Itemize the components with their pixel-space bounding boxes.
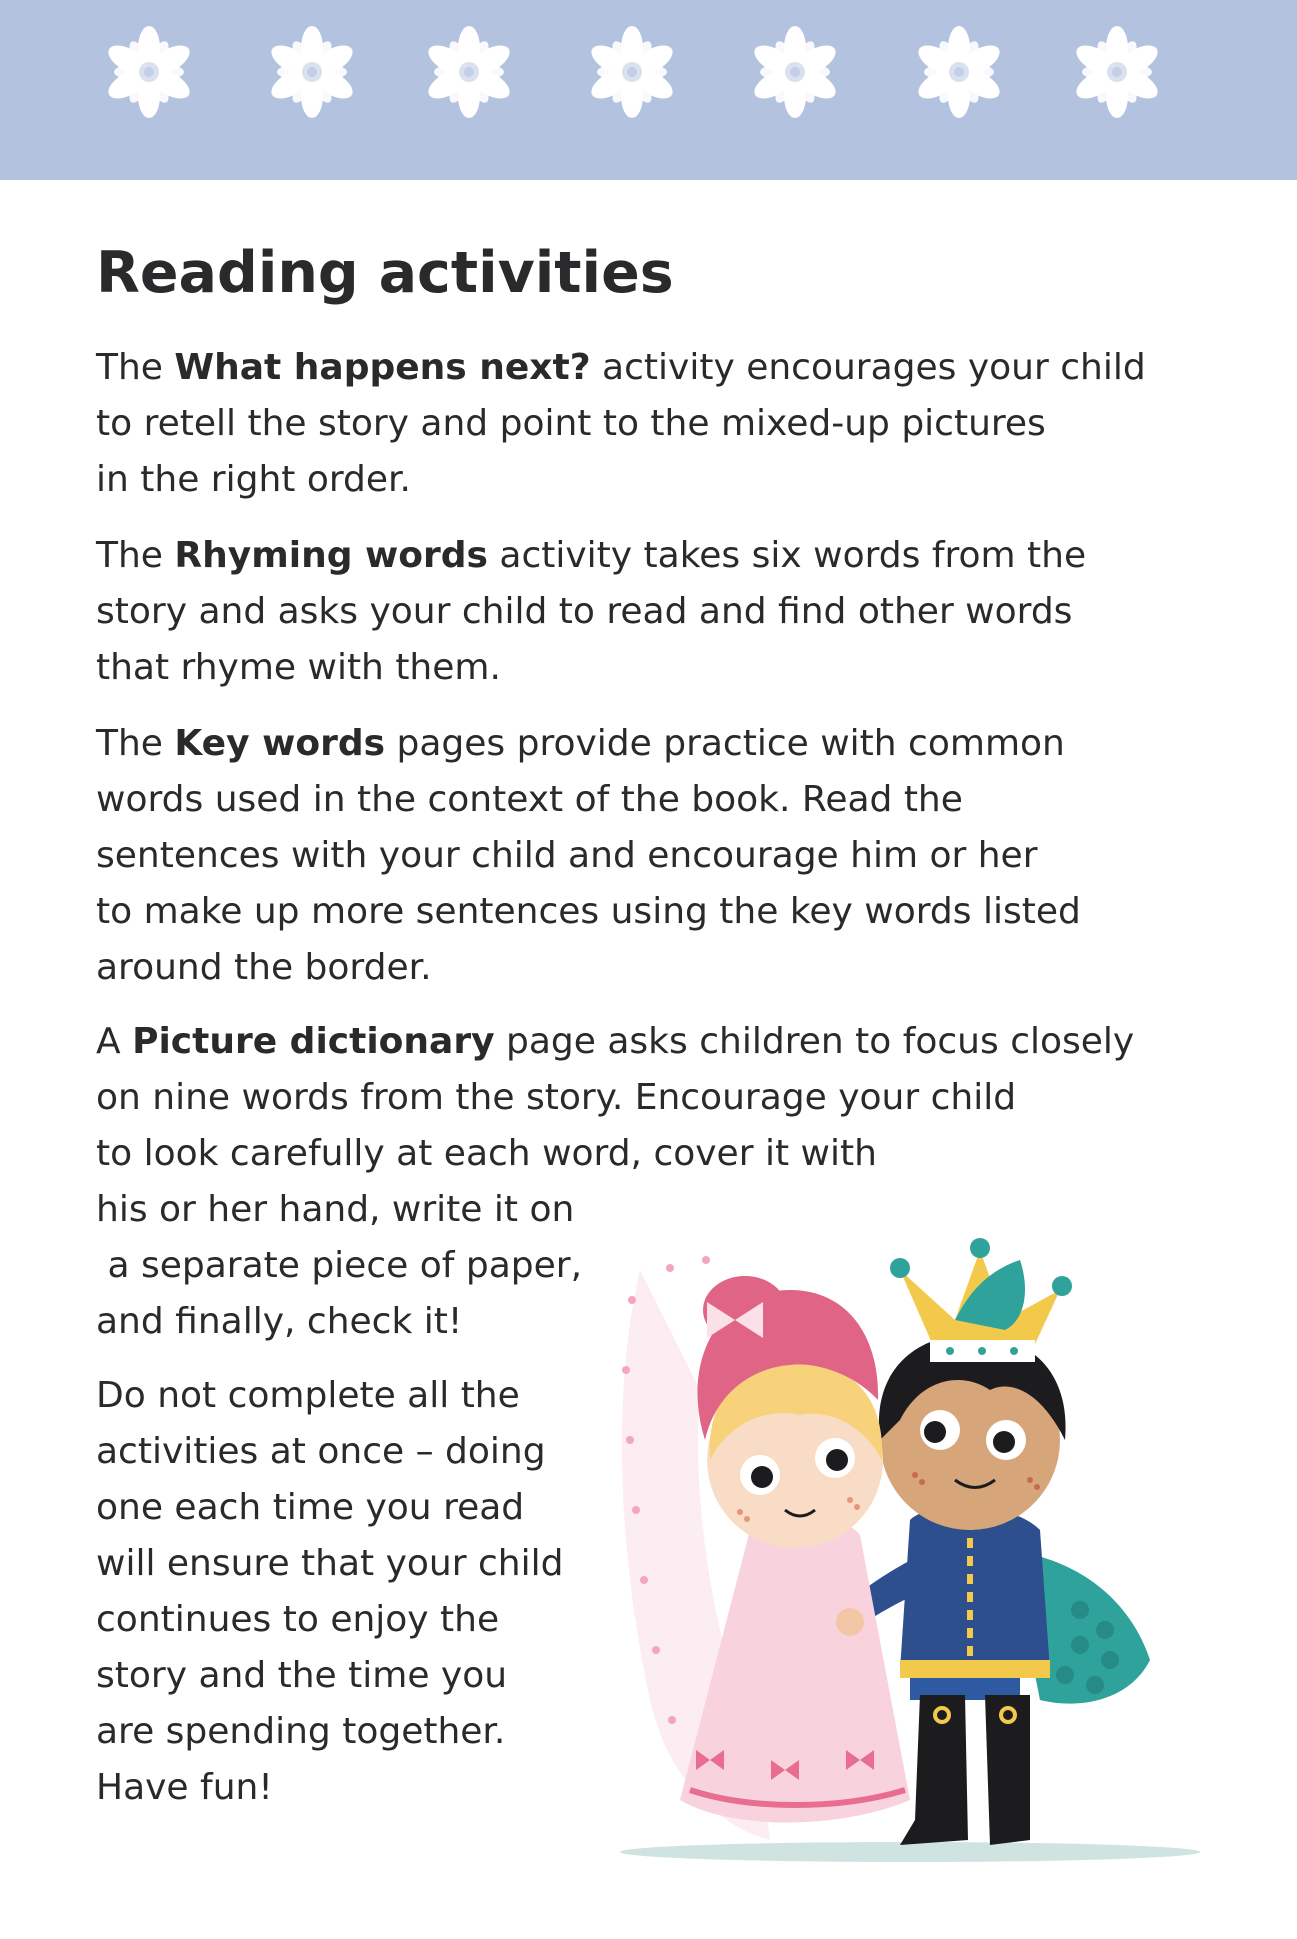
text-line: Do not complete all the bbox=[96, 1375, 520, 1416]
text-line: are spending together. bbox=[96, 1711, 506, 1752]
text-line: on nine words from the story. Encourage your child bbox=[96, 1077, 1017, 1118]
page-title: Reading activities bbox=[96, 240, 674, 306]
text-line: around the border. bbox=[96, 947, 432, 988]
prince-boot-right bbox=[985, 1695, 1030, 1845]
text-line: and finally, check it! bbox=[96, 1301, 463, 1342]
text-line: his or her hand, write it on bbox=[96, 1189, 575, 1230]
flower-icon bbox=[750, 26, 841, 118]
text-line: to retell the story and point to the mixed-up pictures bbox=[96, 403, 1046, 444]
ground-shadow bbox=[620, 1842, 1200, 1862]
hands bbox=[836, 1608, 864, 1636]
text-line: that rhyme with them. bbox=[96, 647, 501, 688]
header-band bbox=[0, 0, 1297, 180]
text-line: The Rhyming words activity takes six words from the bbox=[96, 535, 1087, 576]
paragraph-what-happens-next bbox=[96, 340, 1146, 508]
flower-icon bbox=[104, 26, 195, 118]
paragraph-key-words bbox=[96, 716, 1081, 996]
text-line: The What happens next? activity encourages your child bbox=[96, 347, 1146, 388]
text-line: Have fun! bbox=[96, 1767, 273, 1808]
text-line: The Key words pages provide practice with common bbox=[96, 723, 1065, 764]
text-line: will ensure that your child bbox=[96, 1543, 564, 1584]
text-line: in the right order. bbox=[96, 459, 411, 500]
text-line: to make up more sentences using the key words listed bbox=[96, 891, 1081, 932]
flower-icon bbox=[914, 26, 1005, 118]
text-line: continues to enjoy the bbox=[96, 1599, 500, 1640]
text-line: A Picture dictionary page asks children to focus closely bbox=[96, 1021, 1135, 1062]
paragraph-closing bbox=[96, 1368, 563, 1816]
text-line: a separate piece of paper, bbox=[96, 1245, 583, 1286]
text-line: one each time you read bbox=[96, 1487, 525, 1528]
flower-icon bbox=[1072, 26, 1163, 118]
flower-icon bbox=[424, 26, 515, 118]
text-line: activities at once – doing bbox=[96, 1431, 546, 1472]
flower-row bbox=[0, 0, 1297, 180]
flower-icon bbox=[587, 26, 678, 118]
prince-and-princess-illustration bbox=[610, 1140, 1210, 1870]
text-line: sentences with your child and encourage him or her bbox=[96, 835, 1038, 876]
text-line: story and the time you bbox=[96, 1655, 508, 1696]
flower-icon bbox=[267, 26, 358, 118]
text-line: story and asks your child to read and find other words bbox=[96, 591, 1073, 632]
paragraph-rhyming-words bbox=[96, 528, 1086, 696]
text-line: to look carefully at each word, cover it with bbox=[96, 1133, 877, 1174]
text-line: words used in the context of the book. Read the bbox=[96, 779, 963, 820]
